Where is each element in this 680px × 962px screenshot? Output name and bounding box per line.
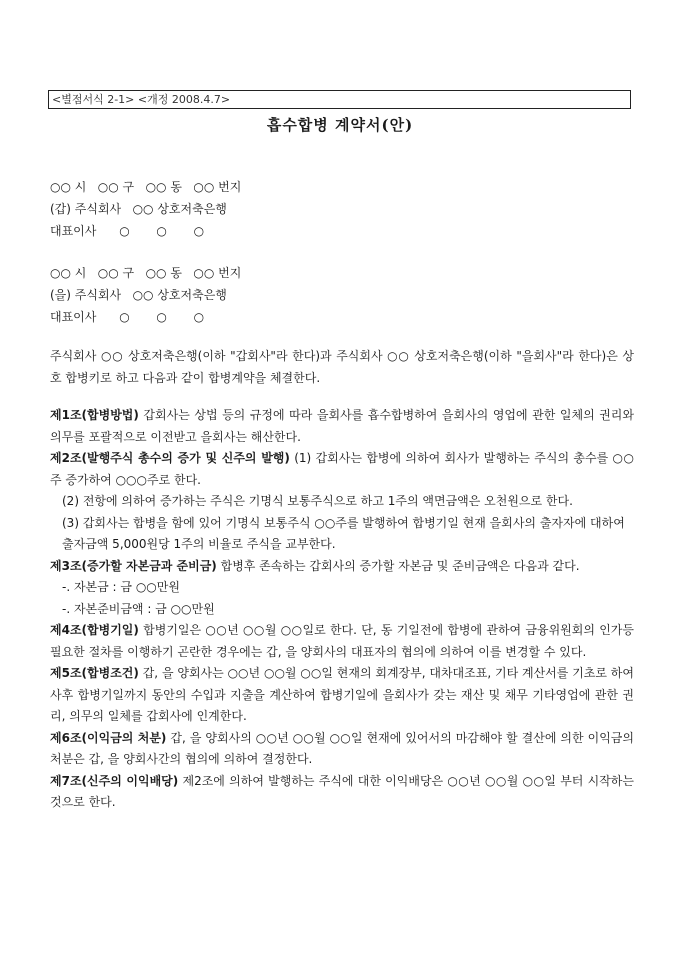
article-2-paragraph-3: (3) 갑회사는 합병을 함에 있어 기명식 보통주식 ○○주를 발행하여 합병기일 현재 을회사의 출자자에 대하여 출자금액 5,000원당 1주의 비율로 주식을 교부한다.: [62, 515, 625, 551]
article-3-body: 합병후 존속하는 갑회사의 증가할 자본금 및 준비금액은 다음과 같다.: [216, 558, 580, 573]
form-reference-box: [48, 90, 631, 109]
party-b-representative: 대표이사 ○ ○ ○: [50, 310, 205, 324]
party-b-company: (을) 주식회사 ○○ 상호저축은행: [50, 288, 227, 302]
article-7: [50, 771, 634, 814]
article-3-item-reserve: -. 자본준비금액 : 금 ○○만원: [62, 601, 215, 616]
article-6-heading: 제6조(이익금의 처분): [50, 730, 167, 745]
party-a-block: [50, 176, 241, 242]
article-1: [50, 405, 634, 448]
articles-list: [50, 405, 634, 814]
party-b-block: [50, 262, 241, 328]
article-5-heading: 제5조(합병조건): [50, 666, 139, 680]
document-title: 흡수합병 계약서(안): [266, 116, 414, 134]
article-7-heading: 제7조(신주의 이익배당): [50, 773, 179, 788]
article-3-item-capital: -. 자본금 : 금 ○○만원: [62, 580, 180, 594]
article-3: [50, 556, 634, 578]
form-reference-text: <별점서식 2-1> <개정 2008.4.7>: [52, 93, 231, 106]
article-2-heading: 제2조(발행주식 총수의 증가 및 신주의 발행): [50, 451, 290, 465]
party-a-address: ○○ 시 ○○ 구 ○○ 동 ○○ 번지: [50, 180, 242, 194]
article-2-paragraph-2: (2) 전항에 의하여 증가하는 주식은 기명식 보통주식으로 하고 1주의 액면금액은 오천원으로 한다.: [62, 494, 573, 508]
article-6: [50, 728, 634, 771]
article-7-body: 제2조에 의하여 발행하는 주식에 대한 이익배당은 ○○년 ○○월 ○○일 부터 시작하는 것으로 한다.: [50, 773, 634, 809]
article-1-heading: 제1조(합병방법): [50, 408, 139, 422]
article-2: [50, 448, 634, 491]
article-5: [50, 663, 634, 728]
party-a-company: (갑) 주식회사 ○○ 상호저축은행: [50, 202, 227, 216]
article-4: [50, 620, 634, 663]
article-4-heading: 제4조(합병기일): [50, 623, 139, 637]
article-5-body: 갑, 을 양회사는 ○○년 ○○월 ○○일 현재의 회계장부, 대차대조표, 기타 계산서를 기초로 하여 사후 합병기일까지 동안의 수입과 지출을 계산하여 합병기일에 을회사가 갖는 재산 및 채무 기타영업에 관한 권리, 의무의 일체를 갑회사에 인계한다.: [50, 666, 634, 723]
article-1-body: 갑회사는 상법 등의 규정에 따라 을회사를 흡수합병하여 을회사의 영업에 관한 일체의 권리와 의무를 포괄적으로 이전받고 을회사는 해산한다.: [50, 408, 634, 444]
article-2-body: (1) 갑회사는 합병에 의하여 회사가 발행하는 주식의 총수를 ○○주 증가하여 ○○○주로 한다.: [50, 451, 634, 487]
article-6-body: 갑, 을 양회사의 ○○년 ○○월 ○○일 현재에 있어서의 마감해야 할 결산에 의한 이익금의 처분은 갑, 을 양회사간의 협의에 의하여 결정한다.: [50, 730, 634, 766]
party-b-address: ○○ 시 ○○ 구 ○○ 동 ○○ 번지: [50, 266, 242, 280]
article-4-body: 합병기일은 ○○년 ○○월 ○○일로 한다. 단, 동 기일전에 합병에 관하여 금융위원회의 인가등 필요한 절차를 이행하기 곤란한 경우에는 갑, 을 양회사의 대표자의 협의에 의하여 이를 변경할 수 있다.: [50, 623, 634, 659]
party-a-representative: 대표이사 ○ ○ ○: [50, 224, 205, 238]
article-3-heading: 제3조(증가할 자본금과 준비금): [50, 558, 217, 573]
contract-preamble: 주식회사 ○○ 상호저축은행(이하 "갑회사"라 한다)과 주식회사 ○○ 상호저축은행(이하 "을회사"라 한다)은 상호 합병키로 하고 다음과 같이 합병계약을 체결한다.: [50, 349, 634, 385]
